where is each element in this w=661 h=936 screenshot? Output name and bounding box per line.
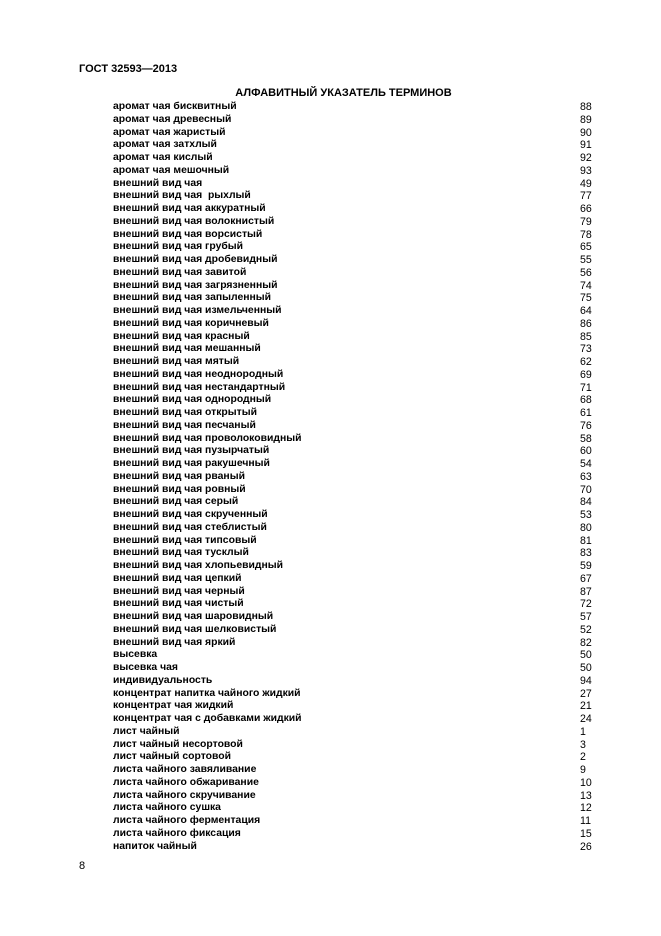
index-term: внешний вид чая xyxy=(113,177,203,189)
index-entry xyxy=(113,662,598,675)
index-entry xyxy=(113,318,598,331)
index-entry xyxy=(113,560,598,573)
index-entry xyxy=(113,267,598,280)
document-code: ГОСТ 32593—2013 xyxy=(79,63,178,75)
index-term-number: 83 xyxy=(580,547,592,560)
index-term-number: 62 xyxy=(580,356,592,368)
index-entry xyxy=(113,484,598,497)
index-term: аромат чая древесный xyxy=(113,113,232,125)
index-term: листа чайного обжаривание xyxy=(113,776,259,788)
index-term: внешний вид чая серый xyxy=(113,496,239,508)
index-term-number: 50 xyxy=(580,649,592,662)
index-term: внешний вид чая чистый xyxy=(113,598,244,610)
index-term-number: 64 xyxy=(580,305,592,317)
index-entry xyxy=(113,598,598,611)
page-number: 8 xyxy=(79,860,86,872)
index-term: внешний вид чая стеблистый xyxy=(113,521,267,533)
index-entry xyxy=(113,203,598,216)
index-entry xyxy=(113,815,598,828)
index-term-number: 77 xyxy=(580,190,592,203)
index-term-number: 61 xyxy=(580,407,592,419)
index-entry xyxy=(113,624,598,637)
index-term-number: 50 xyxy=(580,662,592,674)
index-term-number: 55 xyxy=(580,254,592,266)
index-term-number: 53 xyxy=(580,509,592,521)
index-entry xyxy=(113,382,598,395)
index-entry xyxy=(113,535,598,548)
index-term: внешний вид чая тусклый xyxy=(113,547,249,559)
index-term-number: 85 xyxy=(580,330,592,343)
index-entry xyxy=(113,471,598,484)
index-term-number: 54 xyxy=(580,458,592,470)
index-term-number: 78 xyxy=(580,228,592,241)
index-term-number: 56 xyxy=(580,266,592,279)
index-entry xyxy=(113,445,598,458)
index-term: внешний вид чая черный xyxy=(113,585,245,597)
index-title: АЛФАВИТНЫЙ УКАЗАТЕЛЬ ТЕРМИНОВ xyxy=(235,87,452,99)
index-entry xyxy=(113,649,598,662)
index-entry xyxy=(113,433,598,446)
index-term-number: 74 xyxy=(580,279,592,292)
index-term: внешний вид чая шелковистый xyxy=(113,623,277,635)
index-entry xyxy=(113,241,598,254)
index-term-number: 76 xyxy=(580,419,592,432)
index-term: внешний вид чая грубый xyxy=(113,241,244,253)
index-term: внешний вид чая ракушечный xyxy=(113,458,270,469)
index-term-number: 69 xyxy=(580,368,592,381)
index-term-number: 87 xyxy=(580,585,592,598)
index-term-number: 65 xyxy=(580,241,592,254)
index-term-number: 60 xyxy=(580,445,592,458)
index-term-number: 84 xyxy=(580,496,592,509)
index-entry xyxy=(113,229,598,242)
index-entry xyxy=(113,688,598,701)
index-term-number: 3 xyxy=(580,738,586,751)
index-term: внешний вид чая нестандартный xyxy=(113,381,286,393)
index-entry xyxy=(113,777,598,790)
index-entry xyxy=(113,305,598,318)
index-term-number: 1 xyxy=(580,725,586,738)
index-entry xyxy=(113,611,598,624)
index-term: внешний вид чая дробевидный xyxy=(113,254,278,265)
index-term-number: 49 xyxy=(580,177,592,190)
index-term: внешний вид чая цепкий xyxy=(113,572,242,584)
index-term-number: 86 xyxy=(580,317,592,330)
index-term-number: 13 xyxy=(580,789,592,802)
index-term-number: 92 xyxy=(580,152,592,164)
index-term-number: 68 xyxy=(580,394,592,407)
index-entry xyxy=(113,394,598,407)
index-term: аромат чая жаристый xyxy=(113,126,226,138)
index-term: аромат чая бисквитный xyxy=(113,101,237,112)
index-term: листа чайного скручивание xyxy=(113,789,256,801)
index-entry xyxy=(113,713,598,726)
index-entry xyxy=(113,751,598,764)
index-entry xyxy=(113,407,598,420)
index-entry xyxy=(113,190,598,203)
term-index-list xyxy=(113,101,598,853)
index-term-number: 81 xyxy=(580,534,592,547)
index-entry xyxy=(113,637,598,650)
index-term-number: 89 xyxy=(580,113,592,126)
index-term: внешний вид чая яркий xyxy=(113,636,236,648)
index-entry xyxy=(113,127,598,140)
index-term: внешний вид чая ровный xyxy=(113,483,246,495)
index-entry xyxy=(113,739,598,752)
index-term-number: 94 xyxy=(580,674,592,687)
index-term-number: 79 xyxy=(580,215,592,228)
index-term: лист чайный сортовой xyxy=(113,751,231,763)
index-term: внешний вид чая открытый xyxy=(113,407,258,418)
index-entry xyxy=(113,573,598,586)
index-term-number: 67 xyxy=(580,572,592,585)
index-term-number: 57 xyxy=(580,611,592,623)
index-term-number: 12 xyxy=(580,802,592,815)
index-term: внешний вид чая типсовый xyxy=(113,534,257,546)
index-term: напиток чайный xyxy=(113,840,197,852)
index-entry xyxy=(113,152,598,165)
index-term: внешний вид чая измельченный xyxy=(113,305,282,316)
index-entry xyxy=(113,700,598,713)
index-term: внешний вид чая неоднородный xyxy=(113,368,284,380)
index-term-number: 27 xyxy=(580,687,592,700)
index-entry xyxy=(113,802,598,815)
index-entry xyxy=(113,114,598,127)
index-term-number: 63 xyxy=(580,470,592,483)
index-term: индивидуальность xyxy=(113,674,213,686)
index-term-number: 91 xyxy=(580,139,592,152)
index-term-number: 26 xyxy=(580,840,592,853)
index-term: внешний вид чая проволоковидный xyxy=(113,432,302,444)
index-entry xyxy=(113,356,598,369)
index-term: высевка xyxy=(113,649,158,661)
index-term-number: 21 xyxy=(580,700,592,713)
index-term: внешний вид чая рыхлый xyxy=(113,190,251,202)
index-term: внешний вид чая мешанный xyxy=(113,343,261,355)
index-entry xyxy=(113,420,598,433)
index-term: лист чайный несортовой xyxy=(113,738,243,750)
index-term-number: 71 xyxy=(580,381,592,394)
index-entry xyxy=(113,165,598,178)
index-entry xyxy=(113,216,598,229)
index-term: концентрат чая жидкий xyxy=(113,700,234,712)
index-term: внешний вид чая скрученный xyxy=(113,509,268,520)
index-term: внешний вид чая ворсистый xyxy=(113,228,263,240)
index-entry xyxy=(113,101,598,114)
index-entry xyxy=(113,509,598,522)
index-entry xyxy=(113,764,598,777)
index-term-number: 75 xyxy=(580,292,592,305)
index-term-number: 88 xyxy=(580,101,592,113)
index-term-number: 52 xyxy=(580,623,592,636)
index-entry xyxy=(113,331,598,344)
index-entry xyxy=(113,139,598,152)
index-term-number: 2 xyxy=(580,751,586,764)
index-entry xyxy=(113,292,598,305)
index-term: внешний вид чая коричневый xyxy=(113,317,269,329)
index-term: аромат чая затхлый xyxy=(113,139,217,151)
index-term: внешний вид чая песчаный xyxy=(113,419,256,431)
index-term: внешний вид чая однородный xyxy=(113,394,272,406)
index-entry xyxy=(113,675,598,688)
index-term: внешний вид чая шаровидный xyxy=(113,611,274,622)
index-term-number: 15 xyxy=(580,827,592,840)
index-term: внешний вид чая загрязненный xyxy=(113,279,278,291)
index-term-number: 72 xyxy=(580,598,592,611)
index-entry xyxy=(113,458,598,471)
index-term-number: 82 xyxy=(580,636,592,649)
index-term-number: 66 xyxy=(580,203,592,215)
index-term-number: 90 xyxy=(580,126,592,139)
index-term: внешний вид чая пузырчатый xyxy=(113,445,270,457)
index-term-number: 59 xyxy=(580,560,592,572)
index-term: внешний вид чая завитой xyxy=(113,266,247,278)
index-term: высевка чая xyxy=(113,662,178,673)
index-term: листа чайного сушка xyxy=(113,802,221,814)
index-entry xyxy=(113,522,598,535)
index-term: листа чайного фиксация xyxy=(113,827,241,839)
index-term-number: 10 xyxy=(580,776,592,789)
index-entry xyxy=(113,343,598,356)
index-entry xyxy=(113,841,598,854)
index-term: внешний вид чая аккуратный xyxy=(113,203,266,214)
index-term-number: 70 xyxy=(580,483,592,496)
index-term: внешний вид чая хлопьевидный xyxy=(113,560,283,571)
index-term: концентрат напитка чайного жидкий xyxy=(113,687,301,699)
index-term: концентрат чая с добавками жидкий xyxy=(113,713,302,724)
index-term-number: 9 xyxy=(580,764,586,776)
index-entry xyxy=(113,254,598,267)
index-term: внешний вид чая волокнистый xyxy=(113,215,275,227)
index-entry xyxy=(113,790,598,803)
index-term: внешний вид чая рваный xyxy=(113,470,245,482)
index-term: аромат чая мешочный xyxy=(113,164,230,176)
index-term-number: 24 xyxy=(580,713,592,725)
index-term-number: 93 xyxy=(580,164,592,177)
index-term-number: 80 xyxy=(580,521,592,534)
index-entry xyxy=(113,369,598,382)
index-entry xyxy=(113,726,598,739)
index-term: внешний вид чая мятый xyxy=(113,356,240,367)
index-term: листа чайного завяливание xyxy=(113,764,257,775)
index-term-number: 58 xyxy=(580,432,592,445)
index-entry xyxy=(113,547,598,560)
index-entry xyxy=(113,178,598,191)
index-entry xyxy=(113,828,598,841)
index-term: листа чайного ферментация xyxy=(113,815,261,826)
index-entry xyxy=(113,496,598,509)
index-entry xyxy=(113,586,598,599)
index-term: аромат чая кислый xyxy=(113,152,213,163)
index-term: лист чайный xyxy=(113,725,180,737)
index-term-number: 73 xyxy=(580,343,592,356)
index-entry xyxy=(113,280,598,293)
index-term: внешний вид чая красный xyxy=(113,330,250,342)
index-term-number: 11 xyxy=(580,815,591,827)
index-term: внешний вид чая запыленный xyxy=(113,292,272,304)
